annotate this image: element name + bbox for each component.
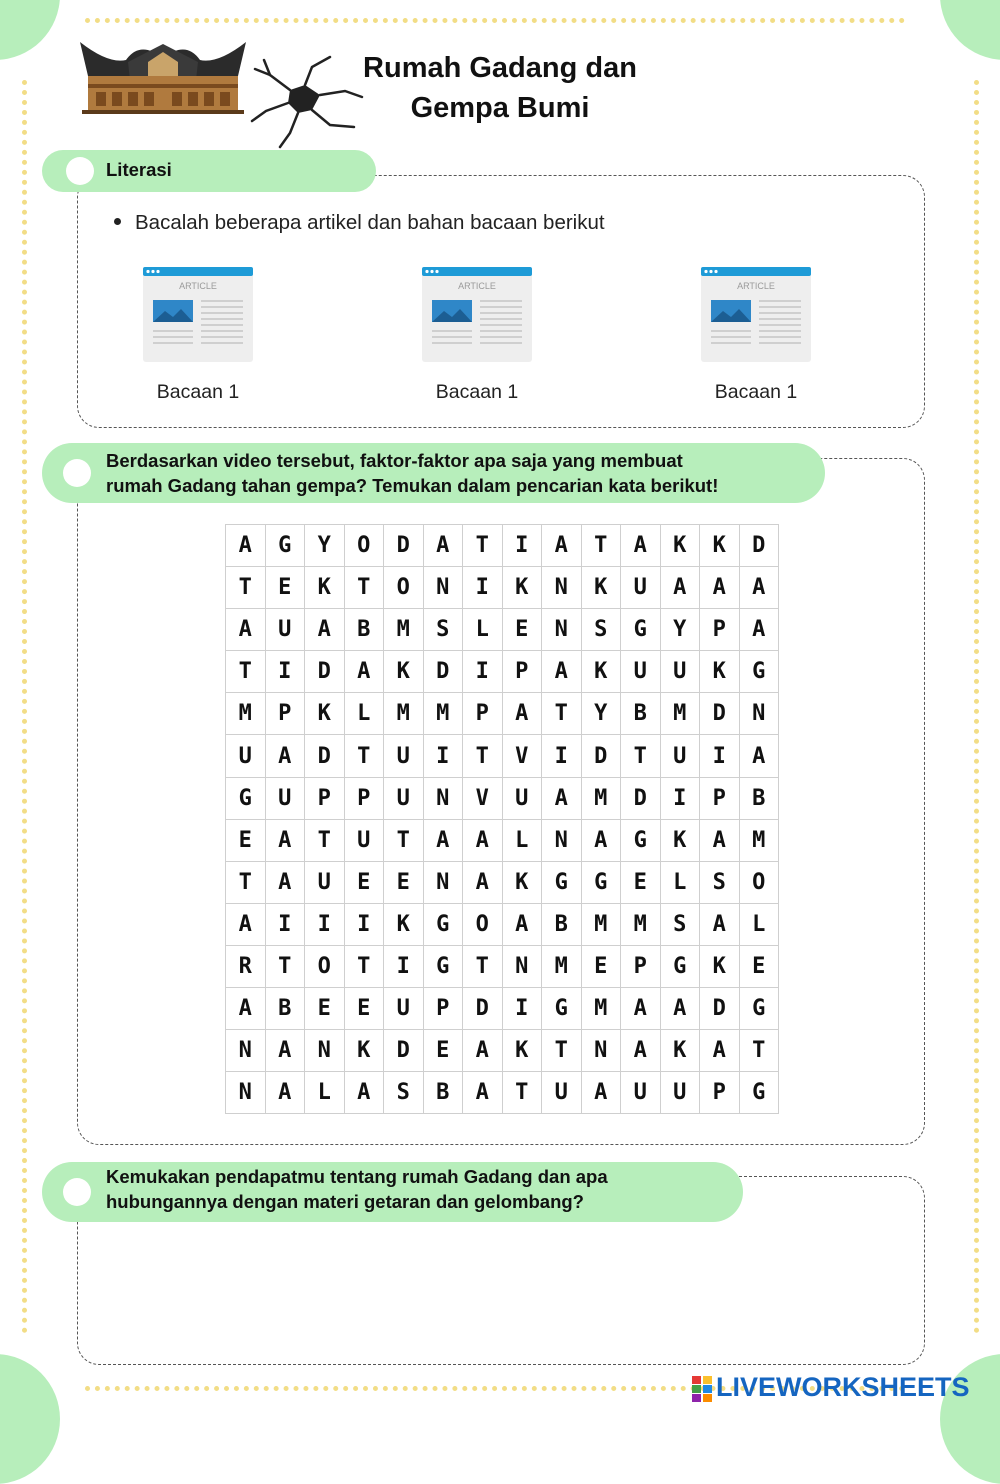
grid-cell[interactable]: G (739, 1072, 779, 1114)
grid-cell[interactable]: A (344, 651, 384, 693)
grid-cell[interactable]: I (423, 735, 463, 777)
grid-cell[interactable]: S (384, 1072, 424, 1114)
article-caption: ARTICLE (737, 281, 775, 291)
grid-cell[interactable]: E (384, 861, 424, 903)
grid-cell[interactable]: K (660, 819, 700, 861)
grid-row (226, 567, 779, 609)
grid-row (226, 651, 779, 693)
title-line-2: Gempa Bumi (410, 92, 590, 124)
grid-cell[interactable]: N (581, 1030, 621, 1072)
grid-cell[interactable]: N (739, 693, 779, 735)
opinion-heading-line-1: Kemukakan pendapatmu tentang rumah Gadang dan apa (106, 1166, 608, 1187)
grid-cell[interactable]: T (305, 819, 345, 861)
page-title (320, 48, 680, 128)
grid-cell[interactable]: P (463, 693, 503, 735)
grid-cell[interactable]: D (621, 777, 661, 819)
grid-cell[interactable]: A (542, 777, 582, 819)
grid-cell[interactable]: N (423, 567, 463, 609)
grid-cell[interactable]: U (226, 735, 266, 777)
grid-cell[interactable]: U (660, 735, 700, 777)
grid-cell[interactable]: A (621, 988, 661, 1030)
article-card-2[interactable] (422, 267, 532, 362)
grid-cell[interactable]: G (423, 945, 463, 987)
grid-cell[interactable]: T (463, 525, 503, 567)
grid-cell[interactable]: A (226, 903, 266, 945)
grid-cell[interactable]: I (660, 777, 700, 819)
grid-cell[interactable]: K (305, 693, 345, 735)
grid-cell[interactable]: E (226, 819, 266, 861)
grid-cell[interactable]: T (265, 945, 305, 987)
grid-cell[interactable]: U (344, 819, 384, 861)
heading-circle-icon (63, 459, 91, 487)
grid-cell[interactable]: N (305, 1030, 345, 1072)
grid-cell[interactable]: Y (581, 693, 621, 735)
liveworksheets-logo-icon (692, 1376, 712, 1402)
grid-cell[interactable]: K (502, 861, 542, 903)
grid-cell[interactable]: U (621, 1072, 661, 1114)
bullet-icon (114, 218, 121, 225)
grid-cell[interactable]: M (581, 903, 621, 945)
grid-cell[interactable]: T (226, 861, 266, 903)
grid-cell[interactable]: A (463, 819, 503, 861)
grid-cell[interactable]: L (344, 693, 384, 735)
grid-cell[interactable]: A (581, 1072, 621, 1114)
grid-cell[interactable]: P (344, 777, 384, 819)
grid-cell[interactable]: T (463, 735, 503, 777)
grid-cell[interactable]: O (344, 525, 384, 567)
grid-cell[interactable]: T (344, 567, 384, 609)
grid-row (226, 525, 779, 567)
grid-cell[interactable]: A (423, 525, 463, 567)
grid-cell[interactable]: A (542, 525, 582, 567)
grid-cell[interactable]: D (305, 651, 345, 693)
grid-row (226, 861, 779, 903)
grid-cell[interactable]: O (739, 861, 779, 903)
grid-cell[interactable]: A (660, 567, 700, 609)
grid-cell[interactable]: D (739, 525, 779, 567)
grid-cell[interactable]: K (660, 1030, 700, 1072)
grid-cell[interactable]: A (463, 861, 503, 903)
grid-row (226, 735, 779, 777)
grid-row (226, 1030, 779, 1072)
grid-cell[interactable]: V (463, 777, 503, 819)
dotted-border-right (974, 80, 979, 1334)
grid-cell[interactable]: U (384, 777, 424, 819)
grid-cell[interactable]: G (542, 861, 582, 903)
grid-cell[interactable]: E (344, 861, 384, 903)
grid-cell[interactable]: M (621, 903, 661, 945)
grid-cell[interactable]: S (423, 609, 463, 651)
article-card-3[interactable] (701, 267, 811, 362)
grid-cell[interactable]: G (621, 819, 661, 861)
rumah-gadang-illustration (78, 36, 248, 118)
grid-cell[interactable]: B (621, 693, 661, 735)
grid-cell[interactable]: M (581, 777, 621, 819)
grid-cell[interactable]: P (502, 651, 542, 693)
grid-cell[interactable]: I (542, 735, 582, 777)
article-caption: ARTICLE (179, 281, 217, 291)
grid-cell[interactable]: T (344, 945, 384, 987)
literasi-instruction (114, 211, 605, 235)
grid-cell[interactable]: E (305, 988, 345, 1030)
grid-cell[interactable]: T (502, 1072, 542, 1114)
grid-cell[interactable]: U (542, 1072, 582, 1114)
heading-circle-icon (63, 1178, 91, 1206)
grid-row (226, 819, 779, 861)
grid-cell[interactable]: G (739, 651, 779, 693)
grid-cell[interactable]: T (384, 819, 424, 861)
grid-cell[interactable]: K (700, 651, 740, 693)
grid-cell[interactable]: A (265, 735, 305, 777)
grid-cell[interactable]: S (581, 609, 621, 651)
liveworksheets-brand[interactable]: LIVEWORKSHEETS (716, 1372, 970, 1402)
literasi-heading-pill (42, 150, 376, 192)
article-label-1: Bacaan 1 (156, 381, 240, 403)
grid-cell[interactable]: A (502, 903, 542, 945)
grid-cell[interactable]: Y (660, 609, 700, 651)
grid-cell[interactable]: N (542, 819, 582, 861)
grid-cell[interactable]: O (305, 945, 345, 987)
grid-cell[interactable]: A (265, 1030, 305, 1072)
grid-cell[interactable]: G (581, 861, 621, 903)
grid-cell[interactable]: G (542, 988, 582, 1030)
article-label-2: Bacaan 1 (435, 381, 519, 403)
grid-cell[interactable]: N (502, 945, 542, 987)
grid-cell[interactable]: P (621, 945, 661, 987)
grid-cell[interactable]: D (700, 693, 740, 735)
grid-cell[interactable]: T (226, 651, 266, 693)
grid-cell[interactable]: A (463, 1030, 503, 1072)
grid-cell[interactable]: A (502, 693, 542, 735)
grid-cell[interactable]: I (305, 903, 345, 945)
grid-cell[interactable]: A (265, 1072, 305, 1114)
grid-cell[interactable]: U (502, 777, 542, 819)
dotted-border-left (22, 80, 27, 1334)
grid-cell[interactable]: T (226, 567, 266, 609)
grid-cell[interactable]: K (384, 651, 424, 693)
grid-cell[interactable]: A (700, 567, 740, 609)
wordsearch-heading-line-1: Berdasarkan video tersebut, faktor-faktor apa saja yang membuat (106, 450, 683, 471)
grid-cell[interactable]: A (265, 861, 305, 903)
grid-cell[interactable]: A (344, 1072, 384, 1114)
grid-cell[interactable]: A (621, 1030, 661, 1072)
grid-cell[interactable]: D (700, 988, 740, 1030)
grid-cell[interactable]: U (305, 861, 345, 903)
grid-cell[interactable]: T (344, 735, 384, 777)
grid-cell[interactable]: O (384, 567, 424, 609)
grid-cell[interactable]: N (542, 567, 582, 609)
grid-cell[interactable]: E (581, 945, 621, 987)
grid-cell[interactable]: A (700, 1030, 740, 1072)
grid-cell[interactable]: E (344, 988, 384, 1030)
grid-cell[interactable]: M (423, 693, 463, 735)
grid-cell[interactable]: K (581, 651, 621, 693)
grid-cell[interactable]: G (621, 609, 661, 651)
grid-cell[interactable]: L (502, 819, 542, 861)
grid-cell[interactable]: A (463, 1072, 503, 1114)
grid-cell[interactable]: G (265, 525, 305, 567)
grid-cell[interactable]: I (344, 903, 384, 945)
title-line-1: Rumah Gadang dan (363, 52, 637, 84)
grid-cell[interactable]: Y (305, 525, 345, 567)
grid-cell[interactable]: A (542, 651, 582, 693)
grid-cell[interactable]: I (463, 567, 503, 609)
grid-cell[interactable]: T (542, 1030, 582, 1072)
grid-row (226, 988, 779, 1030)
grid-cell[interactable]: D (423, 651, 463, 693)
grid-cell[interactable]: E (502, 609, 542, 651)
grid-cell[interactable]: O (463, 903, 503, 945)
grid-cell[interactable]: T (621, 735, 661, 777)
grid-cell[interactable]: A (305, 609, 345, 651)
grid-cell[interactable]: U (660, 651, 700, 693)
grid-cell[interactable]: P (700, 1072, 740, 1114)
grid-cell[interactable]: A (423, 819, 463, 861)
grid-cell[interactable]: S (700, 861, 740, 903)
grid-cell[interactable]: G (423, 903, 463, 945)
grid-cell[interactable]: U (621, 567, 661, 609)
grid-cell[interactable]: A (739, 609, 779, 651)
grid-cell[interactable]: K (700, 945, 740, 987)
grid-cell[interactable]: E (621, 861, 661, 903)
grid-cell[interactable]: A (226, 525, 266, 567)
grid-cell[interactable]: A (581, 819, 621, 861)
grid-cell[interactable]: I (384, 945, 424, 987)
grid-row (226, 609, 779, 651)
grid-cell[interactable]: L (463, 609, 503, 651)
grid-cell[interactable]: M (384, 609, 424, 651)
grid-cell[interactable]: N (423, 861, 463, 903)
grid-cell[interactable]: D (384, 1030, 424, 1072)
heading-circle-icon (66, 157, 94, 185)
opinion-heading-pill (42, 1162, 743, 1222)
grid-cell[interactable]: K (700, 525, 740, 567)
article-caption: ARTICLE (458, 281, 496, 291)
grid-cell[interactable]: L (305, 1072, 345, 1114)
grid-cell[interactable]: M (739, 819, 779, 861)
grid-cell[interactable]: M (660, 693, 700, 735)
grid-cell[interactable]: A (700, 903, 740, 945)
grid-cell[interactable]: E (265, 567, 305, 609)
grid-row (226, 777, 779, 819)
grid-cell[interactable]: I (265, 903, 305, 945)
grid-cell[interactable]: S (660, 903, 700, 945)
wordsearch-heading-pill (42, 443, 825, 503)
grid-cell[interactable]: U (621, 651, 661, 693)
grid-cell[interactable]: A (739, 567, 779, 609)
grid-cell[interactable]: N (226, 1030, 266, 1072)
corner-decoration-bottom-left (0, 1354, 60, 1484)
wordsearch-heading (106, 448, 718, 498)
grid-cell[interactable]: B (423, 1072, 463, 1114)
grid-cell[interactable]: P (700, 609, 740, 651)
grid-cell[interactable]: U (265, 777, 305, 819)
article-label-3: Bacaan 1 (714, 381, 798, 403)
grid-cell[interactable]: D (384, 525, 424, 567)
wordsearch-heading-line-2: rumah Gadang tahan gempa? Temukan dalam pencarian kata berikut! (106, 475, 719, 496)
grid-cell[interactable]: B (344, 609, 384, 651)
grid-cell[interactable]: I (700, 735, 740, 777)
word-search-grid[interactable] (225, 524, 779, 1114)
grid-cell[interactable]: A (700, 819, 740, 861)
grid-cell[interactable]: K (344, 1030, 384, 1072)
grid-cell[interactable]: L (660, 861, 700, 903)
grid-cell[interactable]: N (423, 777, 463, 819)
grid-cell[interactable]: M (226, 693, 266, 735)
grid-cell[interactable]: D (305, 735, 345, 777)
grid-cell[interactable]: L (739, 903, 779, 945)
grid-cell[interactable]: A (265, 819, 305, 861)
grid-cell[interactable]: T (581, 525, 621, 567)
opinion-heading (106, 1164, 608, 1214)
grid-cell[interactable]: U (265, 609, 305, 651)
grid-cell[interactable]: E (423, 1030, 463, 1072)
grid-cell[interactable]: N (542, 609, 582, 651)
article-card-1[interactable] (143, 267, 253, 362)
corner-decoration-top-left (0, 0, 60, 60)
grid-cell[interactable]: K (660, 525, 700, 567)
grid-cell[interactable]: V (502, 735, 542, 777)
grid-cell[interactable]: U (384, 735, 424, 777)
grid-cell[interactable]: R (226, 945, 266, 987)
grid-cell[interactable]: K (305, 567, 345, 609)
grid-cell[interactable]: E (739, 945, 779, 987)
grid-cell[interactable]: B (739, 777, 779, 819)
grid-row (226, 903, 779, 945)
opinion-heading-line-2: hubungannya dengan materi getaran dan gelombang? (106, 1191, 584, 1212)
grid-cell[interactable]: K (502, 567, 542, 609)
grid-cell[interactable]: A (660, 988, 700, 1030)
grid-cell[interactable]: G (739, 988, 779, 1030)
grid-cell[interactable]: I (265, 651, 305, 693)
corner-decoration-top-right (940, 0, 1000, 60)
grid-cell[interactable]: G (660, 945, 700, 987)
grid-row (226, 945, 779, 987)
grid-cell[interactable]: K (384, 903, 424, 945)
grid-cell[interactable]: P (700, 777, 740, 819)
literasi-heading: Literasi (106, 159, 172, 180)
grid-cell[interactable]: B (542, 903, 582, 945)
grid-cell[interactable]: M (384, 693, 424, 735)
grid-cell[interactable]: A (226, 609, 266, 651)
grid-cell[interactable]: U (660, 1072, 700, 1114)
grid-row (226, 693, 779, 735)
grid-cell[interactable]: T (542, 693, 582, 735)
dotted-border-top (85, 18, 905, 23)
grid-cell[interactable]: A (621, 525, 661, 567)
grid-cell[interactable]: M (542, 945, 582, 987)
grid-cell[interactable]: P (265, 693, 305, 735)
grid-cell[interactable]: I (502, 525, 542, 567)
grid-cell[interactable]: N (226, 1072, 266, 1114)
literasi-instruction-text: Bacalah beberapa artikel dan bahan bacaan berikut (135, 211, 605, 234)
grid-cell[interactable]: P (305, 777, 345, 819)
grid-cell[interactable]: M (581, 988, 621, 1030)
grid-cell[interactable]: U (384, 988, 424, 1030)
grid-cell[interactable]: I (502, 988, 542, 1030)
grid-cell[interactable]: K (581, 567, 621, 609)
grid-cell[interactable]: I (463, 651, 503, 693)
grid-cell[interactable]: D (463, 988, 503, 1030)
grid-cell[interactable]: D (581, 735, 621, 777)
grid-cell[interactable]: K (502, 1030, 542, 1072)
grid-cell[interactable]: T (739, 1030, 779, 1072)
grid-row (226, 1072, 779, 1114)
opinion-answer-area[interactable] (90, 1230, 910, 1355)
grid-cell[interactable]: A (739, 735, 779, 777)
grid-cell[interactable]: T (463, 945, 503, 987)
grid-cell[interactable]: P (423, 988, 463, 1030)
grid-cell[interactable]: A (226, 988, 266, 1030)
grid-cell[interactable]: B (265, 988, 305, 1030)
grid-cell[interactable]: G (226, 777, 266, 819)
